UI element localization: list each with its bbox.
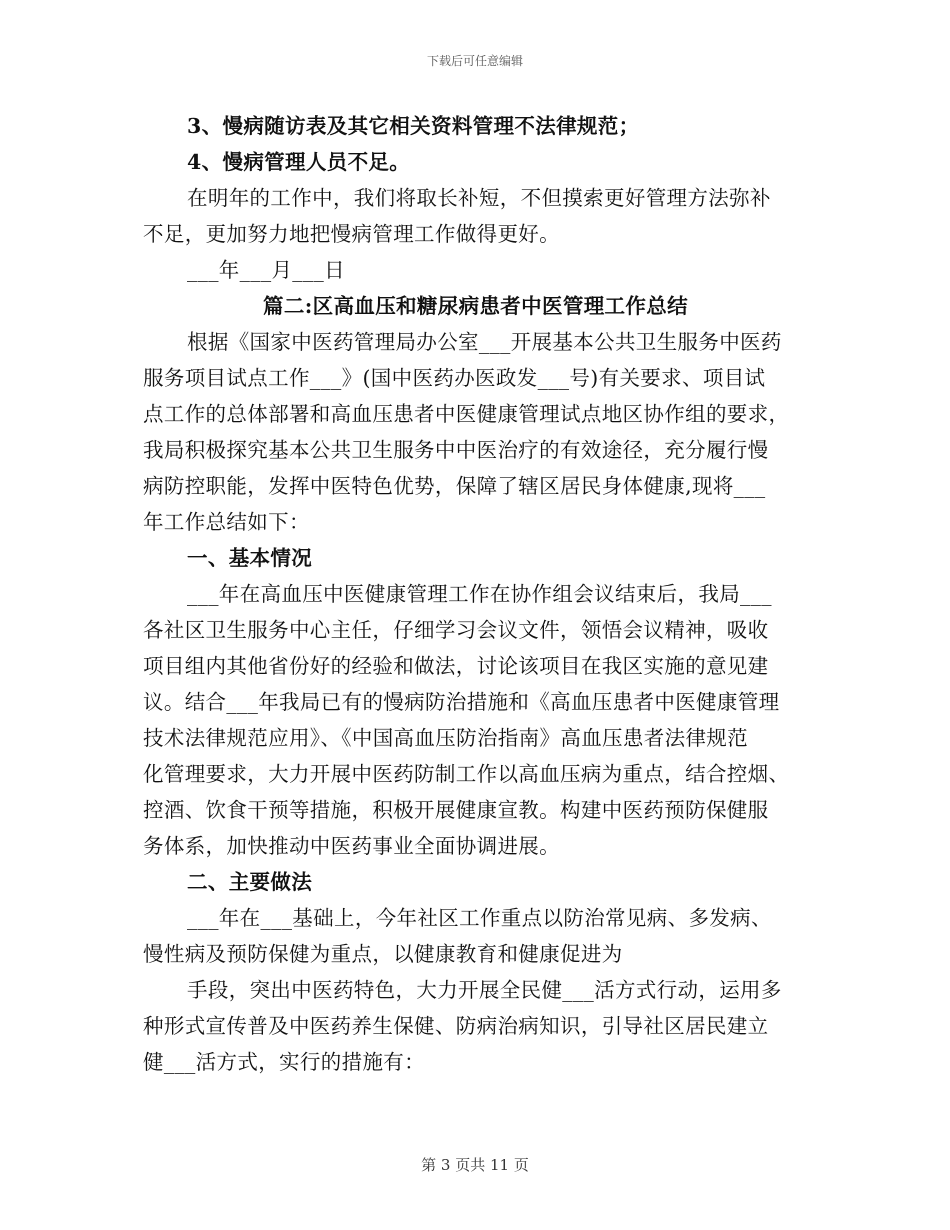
text-line: ___年___月___日	[187, 258, 345, 282]
text-line: 根据《国家中医药管理局办公室___开展基本公共卫生服务中医药	[187, 330, 782, 354]
heading-line: 4、慢病管理人员不足。	[187, 150, 411, 174]
heading-line: 一、基本情况	[187, 546, 313, 570]
heading-line: 3、慢病随访表及其它相关资料管理不法律规范；	[187, 114, 640, 138]
text-line: 服务项目试点工作___》(国中医药办医政发___号)有关要求、项目试	[143, 366, 766, 390]
heading-line: 二、主要做法	[187, 870, 313, 894]
section-title: 篇二:区高血压和糖尿病患者中医管理工作总结	[263, 294, 688, 318]
document-body	[143, 108, 808, 1080]
text-line: 务体系，加快推动中医药事业全面协调进展。	[143, 834, 560, 858]
page-header-note: 下载后可任意编辑	[426, 54, 523, 68]
text-line: 手段，突出中医药特色，大力开展全民健___活方式行动，运用多	[187, 978, 782, 1002]
text-line: 健___活方式，实行的措施有：	[143, 1050, 425, 1074]
text-line: 我局积极探究基本公共卫生服务中中医治疗的有效途径，充分履行慢	[143, 438, 769, 462]
text-line: 年工作总结如下：	[143, 510, 310, 534]
text-line: 不足，更加努力地把慢病管理工作做得更好。	[143, 222, 560, 246]
text-line: 种形式宣传普及中医药养生保健、防病治病知识，引导社区居民建立	[143, 1014, 769, 1038]
text-line: ___年在___基础上，今年社区工作重点以防治常见病、多发病、	[187, 906, 772, 930]
text-line: 项目组内其他省份好的经验和做法，讨论该项目在我区实施的意见建	[143, 654, 769, 678]
text-line: 病防控职能，发挥中医特色优势，保障了辖区居民身体健康,现将___	[143, 474, 766, 498]
text-line: 各社区卫生服务中心主任，仔细学习会议文件，领悟会议精神，吸收	[143, 618, 769, 642]
text-line: 议。结合___年我局已有的慢病防治措施和《高血压患者中医健康管理	[143, 690, 780, 714]
page-footer-number: 第 3 页共 11 页	[421, 1156, 529, 1174]
text-line: 点工作的总体部署和高血压患者中医健康管理试点地区协作组的要求，	[143, 402, 790, 426]
text-line: 化管理要求，大力开展中医药防制工作以高血压病为重点，结合控烟、	[143, 762, 790, 786]
text-line: 技术法律规范应用》、《中国高血压防治指南》高血压患者法律规范	[143, 726, 748, 750]
text-line: 在明年的工作中，我们将取长补短，不但摸索更好管理方法弥补	[187, 186, 771, 210]
text-line: ___年在高血压中医健康管理工作在协作组会议结束后，我局___	[187, 582, 772, 606]
text-line: 慢性病及预防保健为重点，以健康教育和健康促进为	[143, 942, 623, 966]
text-line: 控酒、饮食干预等措施，积极开展健康宣教。构建中医药预防保健服	[143, 798, 769, 822]
